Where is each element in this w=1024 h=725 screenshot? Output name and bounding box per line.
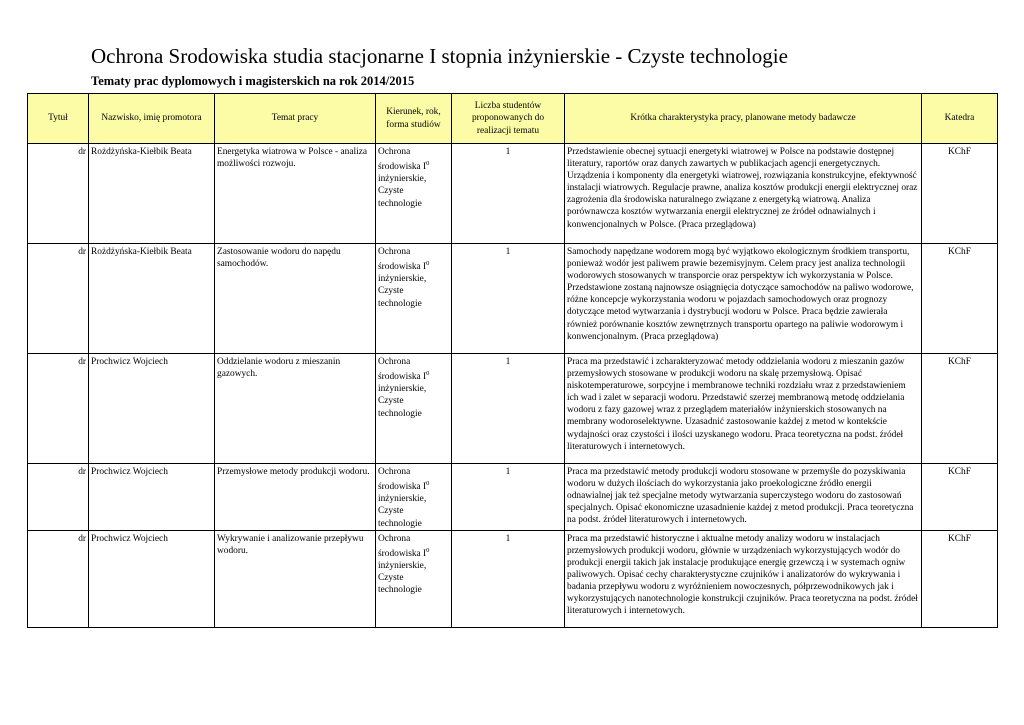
table-row xyxy=(28,464,998,531)
cell-opis: Praca ma przedstawić metody produkcji wodoru stosowane w przemyśle do pozyskiwania wodoru w dużych ilościach do wykorzystania jako proekologiczne źródło energii odnawialnej jak też specjalne metody wytwarzania superczystego wodoru do zastosowań specjalnych. Opisać ekonomiczne uzasadnienie każdej z metod produkcji. Praca teoretyczna na podst. źródeł literaturowych i internetowych. xyxy=(565,464,922,531)
cell-liczba: 1 xyxy=(452,354,565,464)
header-liczba: Liczba studentów proponowanych do realizacji tematu xyxy=(452,94,565,144)
cell-kierunek xyxy=(376,144,452,244)
kierunek-degree: 0 xyxy=(426,160,430,168)
kierunek-line3: inżynierskie, xyxy=(378,494,427,505)
cell-promotor: Prochwicz Wojciech xyxy=(89,354,215,464)
cell-temat: Przemysłowe metody produkcji wodoru. xyxy=(215,464,376,531)
kierunek-line4: Czyste technologie xyxy=(378,573,422,596)
cell-kierunek xyxy=(376,464,452,531)
cell-katedra: KChF xyxy=(922,144,998,244)
table-row xyxy=(28,354,998,464)
kierunek-line4: Czyste technologie xyxy=(378,396,422,419)
cell-opis: Samochody napędzane wodorem mogą być wyjątkowo ekologicznym środkiem transportu, ponieważ wodór jest paliwem prawie bezemisyjnym. Celem pracy jest analiza technologii wodorowych stosowanych w transporcie oraz perspektyw ich wykorzystania w Polsce. Przedstawione zostaną najnowsze osiągnięcia dotyczące samochodów na paliwo wodorowe, różne koncepcje wykorzystania wodoru w pojazdach samochodowych oraz prognozy dotyczące metod wytwarzania i dystrybucji wodoru w Polsce. Praca będzie zawierała również porównanie kosztów zewnętrznych transportu opartego na paliwie wodorowym i konwencjonalnym. (Praca przeglądowa) xyxy=(565,244,922,354)
cell-opis: Praca ma przedstawić i zcharakteryzować metody oddzielania wodoru z mieszanin gazów przemysłowych stosowane w produkcji wodoru na skalę przemysłową. Opisać niskotemperaturowe, sorpcyjne i membranowe techniki rozdziału wraz z przedstawieniem ich wad i zalet w separacji wodoru. Przedstawić szerzej membranową metodę oddzielania wodoru z fazy gazowej wraz z przeglądem materiałów inżynierskich stosowanych na membrany wodoroselektywne. Uzasadnić zastosowanie każdej z metod w kontekście wydajności oraz czystości i ilości uzyskanego wodoru. Praca teoretyczna na podst. źródeł literaturowych i internetowych. xyxy=(565,354,922,464)
cell-tytul: dr xyxy=(28,530,89,627)
page-subtitle: Tematy prac dyplomowych i magisterskich na rok 2014/2015 xyxy=(91,74,415,88)
kierunek-line3: inżynierskie, xyxy=(378,174,427,185)
cell-temat: Zastosowanie wodoru do napędu samochodów. xyxy=(215,244,376,354)
kierunek-line2: środowiska I xyxy=(378,262,427,273)
table-row xyxy=(28,144,998,244)
cell-liczba: 1 xyxy=(452,144,565,244)
cell-temat: Energetyka wiatrowa w Polsce - analiza możliwości rozwoju. xyxy=(215,144,376,244)
kierunek-line1: Ochrona xyxy=(378,147,411,157)
kierunek-line3: inżynierskie, xyxy=(378,560,427,571)
cell-temat: Wykrywanie i analizowanie przepływu wodoru. xyxy=(215,530,376,627)
cell-katedra: KChF xyxy=(922,530,998,627)
cell-promotor: Prochwicz Wojciech xyxy=(89,530,215,627)
cell-opis: Przedstawienie obecnej sytuacji energetyki wiatrowej w Polsce na podstawie dostępnej literatury, raportów oraz danych zawartych w publikacjach agencji energetycznych. Urządzenia i komponenty dla energetyki wiatrowej, rozwiązania konstrukcyjne, efektywność instalacji wiatrowych. Regulacje prawne, analiza kosztów produkcji energii elektrycznej oraz zagrożenia dla środowiska naturalnego związane z energetyką wiatrową. Analiza porównawcza kosztów wytwarzania energii elektrycznej ze źródeł odnawialnych i konwencjonalnych w Polsce. (Praca przeglądowa) xyxy=(565,144,922,244)
cell-kierunek xyxy=(376,354,452,464)
kierunek-line1: Ochrona xyxy=(378,533,411,544)
kierunek-line3: inżynierskie, xyxy=(378,274,427,285)
cell-katedra: KChF xyxy=(922,244,998,354)
cell-liczba: 1 xyxy=(452,464,565,531)
header-kierunek: Kierunek, rok, forma studiów xyxy=(376,94,452,144)
cell-liczba: 1 xyxy=(452,530,565,627)
cell-katedra: KChF xyxy=(922,354,998,464)
kierunek-line1: Ochrona xyxy=(378,357,411,367)
cell-kierunek xyxy=(376,530,452,627)
cell-tytul: dr xyxy=(28,144,89,244)
kierunek-line4: Czyste technologie xyxy=(378,506,422,529)
kierunek-degree: 0 xyxy=(426,480,430,488)
header-tytul: Tytuł xyxy=(28,94,89,144)
kierunek-line1: Ochrona xyxy=(378,467,411,477)
cell-kierunek xyxy=(376,244,452,354)
kierunek-line1: Ochrona xyxy=(378,247,411,257)
kierunek-line2: środowiska I xyxy=(378,482,427,493)
cell-opis: Praca ma przedstawić historyczne i aktualne metody analizy wodoru w instalacjach przemysłowych produkcji wodoru, głównie w urządzeniach wykorzystujących wodór do produkcji energii takich jak instalacje produkujące energię grzewczą i w systemach ogniw paliwowych. Opisać cechy charakterystyczne czujników i analizatorów do wykrywania i badania przepływu wodoru z wyróżnieniem nowoczesnych, półprzewodnikowych jak i wykorzystujących nanotechnologie konstrukcji czujników. Praca teoretyczna na podst. źródeł literaturowych i internetowych. xyxy=(565,530,922,627)
header-katedra: Katedra xyxy=(922,94,998,144)
table-header-row xyxy=(28,94,998,144)
header-promotor: Nazwisko, imię promotora xyxy=(89,94,215,144)
cell-temat: Oddzielanie wodoru z mieszanin gazowych. xyxy=(215,354,376,464)
kierunek-line2: środowiska I xyxy=(378,372,427,383)
topics-table xyxy=(27,93,998,628)
cell-promotor: Prochwicz Wojciech xyxy=(89,464,215,531)
table-row xyxy=(28,530,998,627)
cell-promotor: Rożdżyńska-Kiełbik Beata xyxy=(89,144,215,244)
cell-katedra: KChF xyxy=(922,464,998,531)
kierunek-line2: środowiska I xyxy=(378,548,427,559)
kierunek-line4: Czyste technologie xyxy=(378,186,422,209)
kierunek-degree: 0 xyxy=(426,260,430,268)
cell-promotor: Rożdżyńska-Kiełbik Beata xyxy=(89,244,215,354)
header-opis: Krótka charakterystyka pracy, planowane metody badawcze xyxy=(565,94,922,144)
page-title: Ochrona Srodowiska studia stacjonarne I stopnia inżynierskie - Czyste technologie xyxy=(91,44,788,68)
kierunek-degree: 0 xyxy=(426,370,430,378)
kierunek-line4: Czyste technologie xyxy=(378,286,422,309)
cell-tytul: dr xyxy=(28,354,89,464)
cell-liczba: 1 xyxy=(452,244,565,354)
kierunek-line2: środowiska I xyxy=(378,162,427,173)
table-row xyxy=(28,244,998,354)
cell-tytul: dr xyxy=(28,244,89,354)
kierunek-line3: inżynierskie, xyxy=(378,384,427,395)
cell-tytul: dr xyxy=(28,464,89,531)
header-temat: Temat pracy xyxy=(215,94,376,144)
kierunek-degree: 0 xyxy=(426,546,430,554)
